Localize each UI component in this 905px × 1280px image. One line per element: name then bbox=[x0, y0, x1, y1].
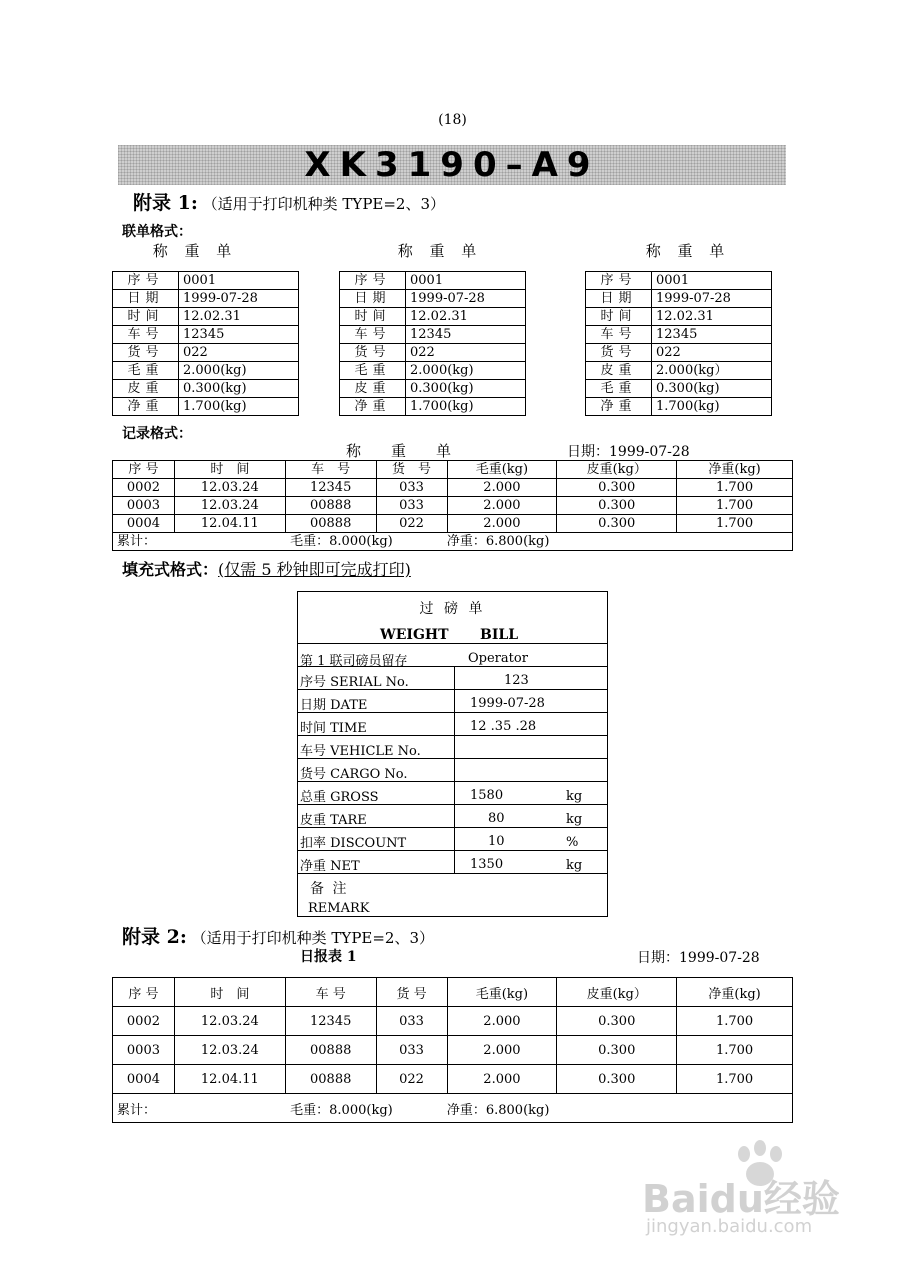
table-cell: 00888 bbox=[285, 1065, 376, 1094]
daily-total-row bbox=[113, 1094, 793, 1123]
bill-field-value: 10 bbox=[488, 834, 505, 849]
table-cell: 0.300 bbox=[557, 515, 677, 533]
record-format-label: 记录格式： bbox=[122, 426, 192, 442]
table-row bbox=[113, 515, 793, 533]
weighing-bill bbox=[297, 591, 608, 917]
daily-report-table bbox=[112, 977, 793, 1123]
slip-row bbox=[340, 362, 526, 380]
bill-field-value: 123 bbox=[504, 673, 529, 688]
bill-copy-label: 第 1 联司磅员留存 bbox=[300, 654, 408, 669]
table-cell: 00888 bbox=[285, 1036, 376, 1065]
table-cell: 0003 bbox=[113, 1036, 175, 1065]
table-cell: 022 bbox=[376, 515, 447, 533]
bill-cell-divider bbox=[454, 782, 455, 805]
table-cell: 0.300 bbox=[557, 1007, 677, 1036]
daily-column-header: 序 号 bbox=[113, 978, 175, 1007]
slip-field-value: 0.300(kg) bbox=[406, 380, 526, 398]
slip-row bbox=[113, 380, 299, 398]
slip-row bbox=[113, 344, 299, 362]
table-cell: 12.03.24 bbox=[174, 1036, 285, 1065]
table-cell: 0.300 bbox=[557, 1036, 677, 1065]
bill-cell-divider bbox=[454, 759, 455, 782]
appendix-2-label: 附录 2: bbox=[122, 926, 187, 948]
bill-cell-divider bbox=[454, 805, 455, 828]
table-cell: 033 bbox=[376, 497, 447, 515]
table-cell: 12.04.11 bbox=[174, 515, 285, 533]
fill-format-heading bbox=[122, 557, 411, 580]
table-cell: 0.300 bbox=[557, 1065, 677, 1094]
record-table bbox=[112, 460, 793, 551]
weighing-slip-3 bbox=[585, 271, 772, 416]
slip-title-3: 称 重 单 bbox=[645, 242, 731, 260]
table-cell: 2.000 bbox=[447, 497, 557, 515]
slip-field-value: 2.000(kg） bbox=[652, 362, 772, 380]
daily-report-date: 日期：1999-07-28 bbox=[637, 950, 760, 966]
record-total-gross: 毛重：8.000(kg) bbox=[290, 534, 393, 549]
slip-field-label: 货号 bbox=[340, 344, 406, 362]
slip-field-value: 0001 bbox=[652, 272, 772, 290]
table-cell: 0.300 bbox=[557, 497, 677, 515]
bill-divider bbox=[298, 643, 607, 644]
bill-field-row bbox=[298, 758, 607, 781]
daily-column-header: 货 号 bbox=[376, 978, 447, 1007]
bill-cell-divider bbox=[454, 713, 455, 736]
bill-field-row bbox=[298, 781, 607, 804]
slip-field-label: 车号 bbox=[113, 326, 179, 344]
slip-row bbox=[113, 308, 299, 326]
slip-row bbox=[113, 362, 299, 380]
slip-row bbox=[586, 380, 772, 398]
slip-field-value: 0001 bbox=[179, 272, 299, 290]
table-cell: 033 bbox=[376, 1007, 447, 1036]
slip-field-label: 净重 bbox=[113, 398, 179, 416]
fill-format-label: 填充式格式： bbox=[122, 560, 219, 579]
daily-header-row bbox=[113, 978, 793, 1007]
slip-field-label: 序号 bbox=[586, 272, 652, 290]
model-title-banner: XK3190–A9 bbox=[118, 145, 786, 185]
watermark-url: jingyan.baidu.com bbox=[646, 1216, 813, 1237]
baidu-jingyan-watermark bbox=[642, 1140, 882, 1240]
bill-divider bbox=[298, 873, 607, 874]
slip-field-value: 12345 bbox=[652, 326, 772, 344]
slip-title-1: 称 重 单 bbox=[152, 242, 238, 260]
slip-row bbox=[586, 272, 772, 290]
bill-field-unit: kg bbox=[566, 858, 583, 873]
slip-field-label: 时间 bbox=[340, 308, 406, 326]
slip-field-label: 皮重 bbox=[586, 362, 652, 380]
slip-field-label: 货号 bbox=[586, 344, 652, 362]
bill-remark-cn: 备 注 bbox=[310, 881, 349, 897]
daily-column-header: 皮重(kg） bbox=[557, 978, 677, 1007]
slip-field-label: 货号 bbox=[113, 344, 179, 362]
daily-column-header: 时 间 bbox=[174, 978, 285, 1007]
bill-field-row bbox=[298, 850, 607, 873]
bill-cell-divider bbox=[454, 851, 455, 874]
slip-field-label: 毛重 bbox=[586, 380, 652, 398]
bill-field-label: 总重 GROSS bbox=[300, 790, 379, 805]
record-column-header: 净重(kg) bbox=[677, 461, 793, 479]
table-cell: 00888 bbox=[285, 497, 376, 515]
record-column-header: 皮重(kg） bbox=[557, 461, 677, 479]
table-cell: 022 bbox=[376, 1065, 447, 1094]
daily-total-net: 净重：6.800(kg) bbox=[446, 1102, 550, 1118]
slip-field-value: 1.700(kg) bbox=[406, 398, 526, 416]
joint-format-label: 联单格式： bbox=[122, 224, 192, 240]
table-cell: 0004 bbox=[113, 515, 175, 533]
bill-field-label: 货号 CARGO No. bbox=[300, 767, 408, 782]
bill-field-row bbox=[298, 666, 607, 689]
page-number: (18) bbox=[438, 112, 467, 128]
slip-field-label: 日期 bbox=[340, 290, 406, 308]
table-cell: 0002 bbox=[113, 1007, 175, 1036]
daily-column-header: 毛重(kg) bbox=[447, 978, 557, 1007]
table-cell: 12.03.24 bbox=[174, 479, 285, 497]
slip-field-value: 0001 bbox=[406, 272, 526, 290]
table-cell: 0003 bbox=[113, 497, 175, 515]
bill-copy-value: Operator bbox=[468, 651, 528, 666]
table-cell: 12.04.11 bbox=[174, 1065, 285, 1094]
slip-field-value: 1999-07-28 bbox=[652, 290, 772, 308]
table-cell: 12.03.24 bbox=[174, 1007, 285, 1036]
slip-row bbox=[113, 290, 299, 308]
record-header-row bbox=[113, 461, 793, 479]
bill-field-row bbox=[298, 735, 607, 758]
bill-field-label: 时间 TIME bbox=[300, 721, 367, 736]
table-row bbox=[113, 479, 793, 497]
daily-column-header: 净重(kg) bbox=[677, 978, 793, 1007]
table-cell: 1.700 bbox=[677, 515, 793, 533]
bill-field-row bbox=[298, 827, 607, 850]
slip-row bbox=[340, 308, 526, 326]
table-cell: 1.700 bbox=[677, 1036, 793, 1065]
slip-field-label: 车号 bbox=[586, 326, 652, 344]
slip-field-label: 日期 bbox=[113, 290, 179, 308]
bill-field-row bbox=[298, 712, 607, 735]
table-cell: 1.700 bbox=[677, 1065, 793, 1094]
bill-field-label: 车号 VEHICLE No. bbox=[300, 744, 421, 759]
record-column-header: 时 间 bbox=[174, 461, 285, 479]
slip-field-value: 0.300(kg) bbox=[652, 380, 772, 398]
slip-row bbox=[113, 398, 299, 416]
daily-total-label: 累计： bbox=[117, 1102, 157, 1118]
bill-field-value: 1580 bbox=[470, 788, 504, 803]
slip-row bbox=[340, 272, 526, 290]
bill-field-label: 皮重 TARE bbox=[300, 813, 367, 828]
bill-field-unit: kg bbox=[566, 789, 583, 804]
weighing-slip-1 bbox=[112, 271, 299, 416]
slip-row bbox=[340, 398, 526, 416]
bill-field-unit: % bbox=[566, 835, 579, 850]
bill-title: 过 磅 单 bbox=[419, 601, 486, 617]
bill-field-row bbox=[298, 689, 607, 712]
slip-field-label: 净重 bbox=[340, 398, 406, 416]
slip-row bbox=[586, 362, 772, 380]
table-cell: 12345 bbox=[285, 479, 376, 497]
slip-field-label: 毛重 bbox=[340, 362, 406, 380]
record-total-net: 净重：6.800(kg) bbox=[446, 534, 550, 549]
table-cell: 2.000 bbox=[447, 1065, 557, 1094]
record-column-header: 序 号 bbox=[113, 461, 175, 479]
table-cell: 033 bbox=[376, 479, 447, 497]
table-cell: 1.700 bbox=[677, 479, 793, 497]
record-total-label: 累计： bbox=[117, 534, 157, 549]
record-title: 称 重 单 bbox=[346, 442, 452, 460]
bill-field-label: 扣率 DISCOUNT bbox=[300, 836, 407, 851]
appendix-1-heading bbox=[133, 188, 445, 215]
table-row bbox=[113, 1065, 793, 1094]
table-cell: 2.000 bbox=[447, 515, 557, 533]
slip-row bbox=[586, 326, 772, 344]
daily-column-header: 车 号 bbox=[285, 978, 376, 1007]
slip-field-label: 序号 bbox=[113, 272, 179, 290]
appendix-1-label: 附录 1: bbox=[133, 192, 198, 214]
slip-field-value: 0.300(kg) bbox=[179, 380, 299, 398]
table-cell: 1.700 bbox=[677, 1007, 793, 1036]
slip-field-value: 022 bbox=[406, 344, 526, 362]
bill-field-value: 1999-07-28 bbox=[470, 696, 545, 711]
slip-field-value: 2.000(kg) bbox=[406, 362, 526, 380]
slip-field-label: 车号 bbox=[340, 326, 406, 344]
record-column-header: 车 号 bbox=[285, 461, 376, 479]
slip-title-2: 称 重 单 bbox=[397, 242, 483, 260]
slip-row bbox=[340, 380, 526, 398]
bill-field-unit: kg bbox=[566, 812, 583, 827]
bill-field-row bbox=[298, 804, 607, 827]
slip-row bbox=[586, 308, 772, 326]
record-total-row bbox=[113, 533, 793, 551]
table-cell: 0002 bbox=[113, 479, 175, 497]
table-row bbox=[113, 1007, 793, 1036]
table-cell: 12.03.24 bbox=[174, 497, 285, 515]
slip-field-value: 12.02.31 bbox=[652, 308, 772, 326]
appendix-2-note: （适用于打印机种类 TYPE=2、3） bbox=[191, 929, 435, 947]
slip-row bbox=[586, 398, 772, 416]
slip-field-value: 12.02.31 bbox=[179, 308, 299, 326]
slip-row bbox=[586, 344, 772, 362]
slip-field-label: 日期 bbox=[586, 290, 652, 308]
table-cell: 1.700 bbox=[677, 497, 793, 515]
watermark-logo: Baidu经验 bbox=[642, 1177, 840, 1221]
slip-row bbox=[340, 326, 526, 344]
slip-field-value: 12345 bbox=[406, 326, 526, 344]
bill-cell-divider bbox=[454, 690, 455, 713]
table-cell: 12345 bbox=[285, 1007, 376, 1036]
slip-field-label: 皮重 bbox=[113, 380, 179, 398]
slip-field-value: 1999-07-28 bbox=[179, 290, 299, 308]
table-cell: 0.300 bbox=[557, 479, 677, 497]
record-date: 日期：1999-07-28 bbox=[567, 444, 690, 460]
table-cell: 2.000 bbox=[447, 1036, 557, 1065]
slip-row bbox=[113, 272, 299, 290]
slip-row bbox=[113, 326, 299, 344]
slip-field-value: 1.700(kg) bbox=[652, 398, 772, 416]
slip-field-value: 1999-07-28 bbox=[406, 290, 526, 308]
bill-field-label: 序号 SERIAL No. bbox=[300, 675, 409, 690]
slip-field-value: 022 bbox=[652, 344, 772, 362]
daily-total-gross: 毛重：8.000(kg) bbox=[290, 1102, 393, 1118]
slip-field-value: 022 bbox=[179, 344, 299, 362]
slip-field-label: 毛重 bbox=[113, 362, 179, 380]
bill-field-value: 80 bbox=[488, 811, 505, 826]
slip-field-label: 皮重 bbox=[340, 380, 406, 398]
slip-field-value: 2.000(kg) bbox=[179, 362, 299, 380]
slip-field-label: 时间 bbox=[586, 308, 652, 326]
weighing-slip-2 bbox=[339, 271, 526, 416]
daily-report-title: 日报表 1 bbox=[300, 949, 357, 965]
slip-field-label: 序号 bbox=[340, 272, 406, 290]
bill-remark-en: REMARK bbox=[308, 901, 370, 916]
bill-field-value: 1350 bbox=[470, 857, 504, 872]
slip-row bbox=[340, 290, 526, 308]
slip-field-label: 净重 bbox=[586, 398, 652, 416]
record-column-header: 货 号 bbox=[376, 461, 447, 479]
table-row bbox=[113, 497, 793, 515]
bill-cell-divider bbox=[454, 828, 455, 851]
bill-title-en-weight: WEIGHT bbox=[380, 627, 449, 643]
appendix-2-heading bbox=[122, 922, 434, 949]
fill-format-note: (仅需 5 秒钟即可完成打印) bbox=[218, 560, 411, 579]
slip-row bbox=[586, 290, 772, 308]
table-row bbox=[113, 1036, 793, 1065]
table-cell: 2.000 bbox=[447, 1007, 557, 1036]
table-cell: 2.000 bbox=[447, 479, 557, 497]
slip-field-value: 12345 bbox=[179, 326, 299, 344]
bill-cell-divider bbox=[454, 667, 455, 690]
table-cell: 0004 bbox=[113, 1065, 175, 1094]
bill-field-label: 净重 NET bbox=[300, 859, 360, 874]
table-cell: 00888 bbox=[285, 515, 376, 533]
slip-field-value: 12.02.31 bbox=[406, 308, 526, 326]
table-cell: 033 bbox=[376, 1036, 447, 1065]
slip-row bbox=[340, 344, 526, 362]
appendix-1-note: （适用于打印机种类 TYPE=2、3） bbox=[202, 195, 446, 213]
bill-cell-divider bbox=[454, 736, 455, 759]
bill-field-label: 日期 DATE bbox=[300, 698, 368, 713]
record-column-header: 毛重(kg) bbox=[447, 461, 557, 479]
slip-field-label: 时间 bbox=[113, 308, 179, 326]
bill-title-en-bill: BILL bbox=[480, 627, 519, 643]
bill-field-value: 12 .35 .28 bbox=[470, 719, 537, 734]
slip-field-value: 1.700(kg) bbox=[179, 398, 299, 416]
